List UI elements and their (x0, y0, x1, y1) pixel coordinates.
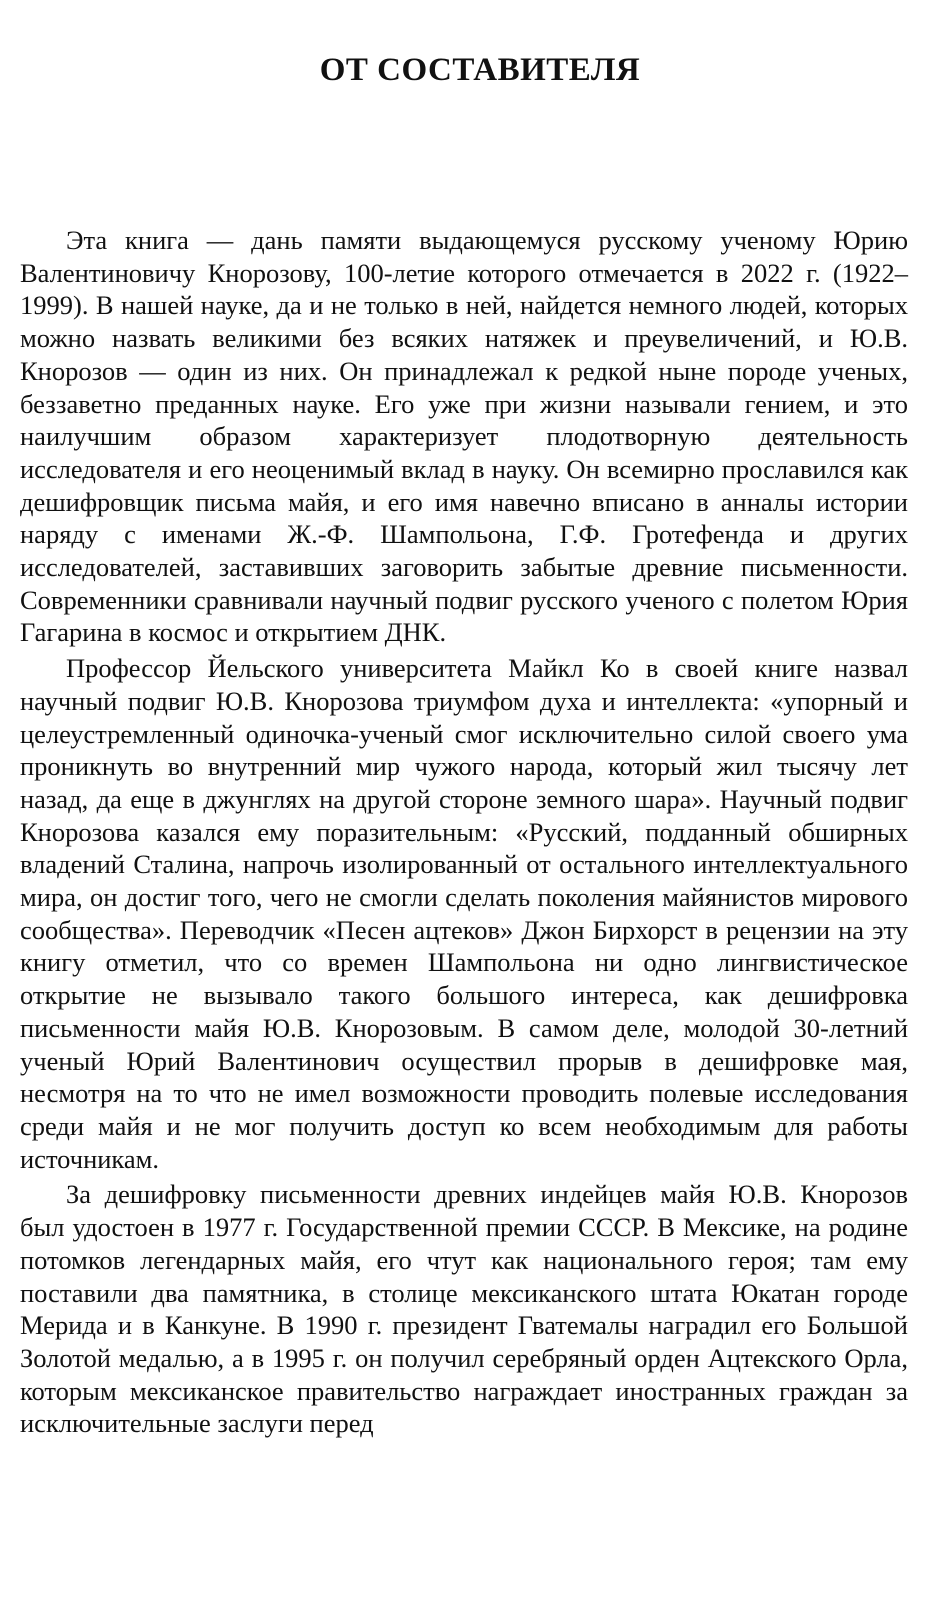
body-text (20, 224, 908, 1440)
paragraph: За дешифровку письменности древних индейцев майя Ю.В. Кнорозов был удостоен в 1977 г. Государственной премии СССР. В Мексике, на родине потомков легендарных майя, его чтут как национального героя; там ему поставили два памятника, в столице мексиканского штата Юкатан городе Мерида и в Канкуне. В 1990 г. президент Гватемалы наградил его Большой Золотой медалью, а в 1995 г. он получил серебряный орден Ацтекского Орла, которым мексиканское правительство награждает иностранных граждан за исключительные заслуги перед (20, 1179, 908, 1439)
chapter-heading: ОТ СОСТАВИТЕЛЯ (319, 52, 641, 88)
paragraph: Профессор Йельского университета Майкл Ко в своей книге назвал научный подвиг Ю.В. Кнорозова триумфом духа и интеллекта: «упорный и целеустремленный одиночка-ученый смог исключительно силой своего ума проникнуть во внутренний мир чужого народа, который жил тысячу лет назад, да еще в джунглях на другой стороне земного шара». Научный подвиг Кнорозова казался ему поразительным: «Русский, подданный обширных владений Сталина, напрочь изолированный от остального интеллектуального мира, он достиг того, чего не смогли сделать поколения майянистов мирового сообщества». Переводчик «Песен ацтеков» Джон Бирхорст в рецензии на эту книгу отметил, что со времен Шампольона ни одно лингвистическое открытие не вызывало такого большого интереса, как дешифровка письменности майя Ю.В. Кнорозовым. В самом деле, молодой 30-летний ученый Юрий Валентинович осуществил прорыв в дешифровке мая, несмотря на то что не имел возможности проводить полевые исследования среди майя и не мог получить доступ ко всем необходимым для работы источникам. (20, 653, 908, 1174)
paragraph: Эта книга — дань памяти выдающемуся русскому ученому Юрию Валентиновичу Кнорозову, 100-летие которого отмечается в 2022 г. (1922–1999). В нашей науке, да и не только в ней, найдется немного людей, которых можно назвать великими без всяких натяжек и преувеличений, и Ю.В. Кнорозов — один из них. Он принадлежал к редкой ныне породе ученых, беззаветно преданных науке. Его уже при жизни называли гением, и это наилучшим образом характеризует плодотворную деятельность исследователя и его неоценимый вклад в науку. Он всемирно прославился как дешифровщик письма майя, и его имя навечно вписано в анналы истории наряду с именами Ж.-Ф. Шампольона, Г.Ф. Гротефенда и других исследователей, заставивших заговорить забытые древние письменности. Современники сравнивали научный подвиг русского ученого с полетом Юрия Гагарина в космос и открытием ДНК. (20, 225, 908, 648)
